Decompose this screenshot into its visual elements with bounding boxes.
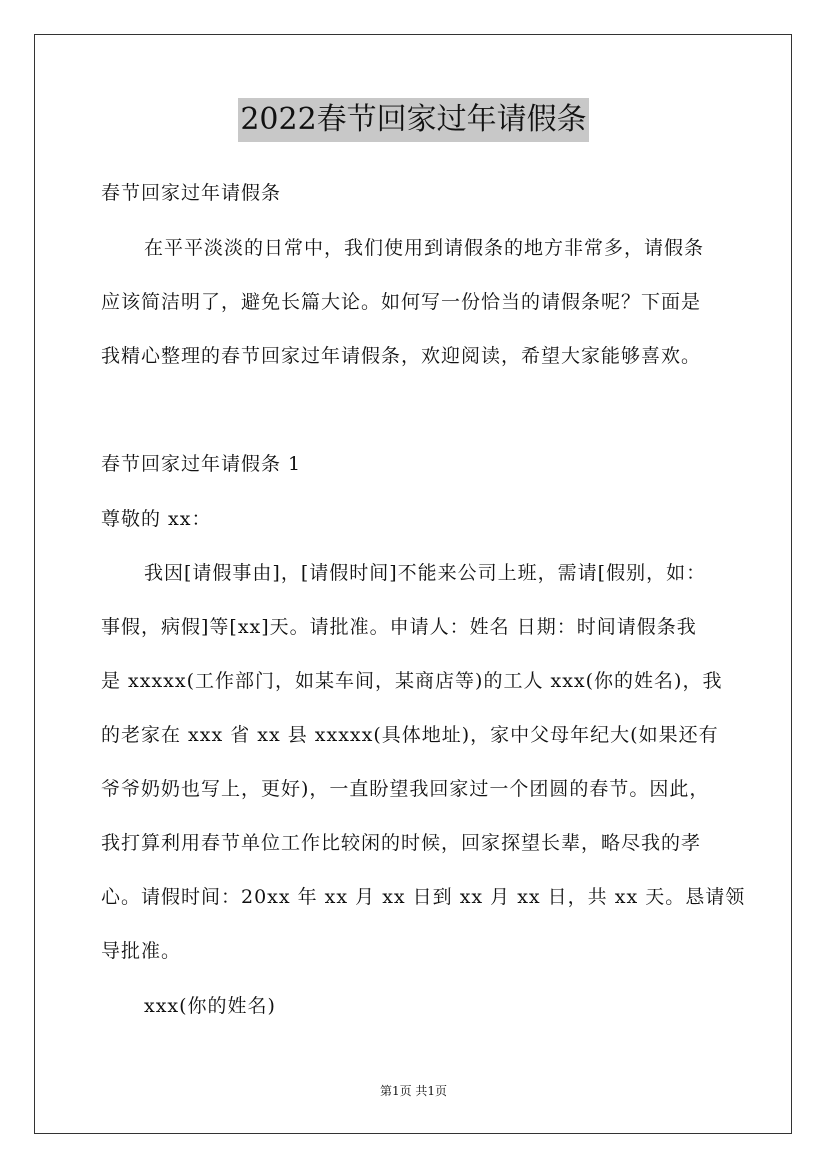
title-container (0, 98, 827, 142)
salutation: 尊敬的 xx： (101, 508, 212, 530)
subtitle: 春节回家过年请假条 (101, 182, 282, 204)
body-line: 事假，病假]等[xx]天。请批准。申请人：姓名 日期：时间请假条我 (101, 616, 697, 638)
intro-line: 在平平淡淡的日常中，我们使用到请假条的地方非常多，请假条 (144, 237, 705, 259)
section-heading: 春节回家过年请假条 1 (101, 453, 302, 475)
body-line: 心。请假时间：20xx 年 xx 月 xx 日到 xx 月 xx 日，共 xx 天。恳请领 (101, 886, 746, 908)
body-line: 导批准。 (101, 940, 182, 962)
intro-line: 应该简洁明了，避免长篇大论。如何写一份恰当的请假条呢？下面是 (101, 291, 702, 313)
body-line: 我因[请假事由]，[请假时间]不能来公司上班，需请[假别，如： (144, 562, 707, 584)
document-title: 2022春节回家过年请假条 (238, 98, 588, 142)
page-number: 第1页 共1页 (379, 1084, 448, 1098)
body-line: 爷爷奶奶也写上，更好)，一直盼望我回家过一个团圆的春节。因此， (101, 778, 710, 800)
intro-line: 我精心整理的春节回家过年请假条，欢迎阅读，希望大家能够喜欢。 (101, 345, 702, 367)
body-line: 是 xxxxx(工作部门，如某车间，某商店等)的工人 xxx(你的姓名)，我 (101, 670, 723, 692)
signature: xxx(你的姓名) (144, 995, 276, 1017)
body-line: 的老家在 xxx 省 xx 县 xxxxx(具体地址)，家中父母年纪大(如果还有 (101, 724, 719, 746)
body-line: 我打算利用春节单位工作比较闲的时候，回家探望长辈，略尽我的孝 (101, 832, 702, 854)
